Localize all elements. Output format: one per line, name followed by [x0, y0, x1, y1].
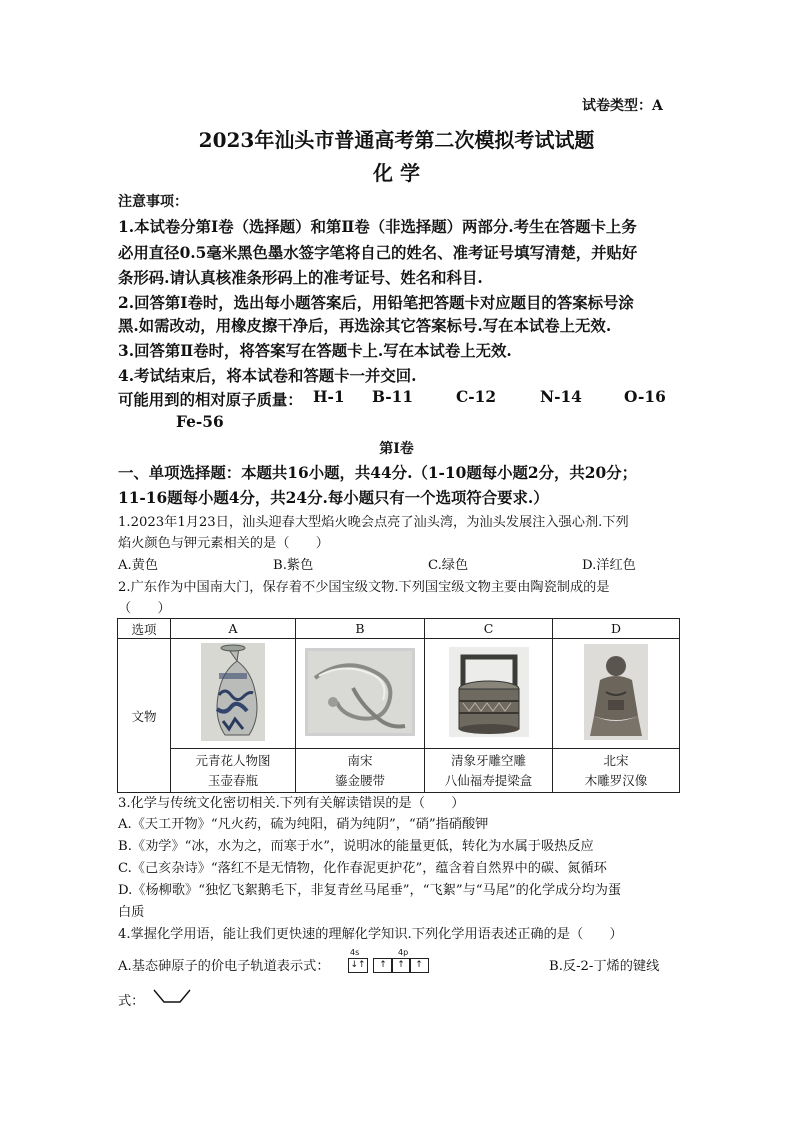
orbital-4p-label: 4p: [398, 948, 409, 957]
q1-stem: 焰火颜色与钾元素相关的是（ ）: [118, 536, 329, 551]
artifact-c-name: 清象牙雕空雕 八仙福寿提梁盒: [425, 749, 553, 793]
artifact-a-name: 元青花人物图 玉壶春瓶: [171, 749, 296, 793]
q4-option-b: B.反-2-丁烯的键线: [549, 959, 660, 974]
q3-option-c: C.《己亥杂诗》“落红不是无情物，化作春泥更护花”，蕴含着自然界中的碳、氮循环: [118, 861, 607, 876]
q1-stem: 1.2023年1月23日，汕头迎春大型焰火晚会点亮了汕头湾，为汕头发展注入强心剂.下列: [118, 515, 629, 530]
table-header-d: D: [553, 619, 680, 639]
table-header-a: A: [171, 619, 296, 639]
notice-line: 1.本试卷分第Ⅰ卷（选择题）和第Ⅱ卷（非选择题）两部分.考生在答题卡上务: [118, 218, 637, 236]
table-header-c: C: [425, 619, 553, 639]
artifact-vase-image: [171, 639, 296, 749]
notice-line: 必用直径0.5毫米黑色墨水签字笔将自己的姓名、准考证号填写清楚，并贴好: [118, 244, 638, 262]
box-picture: [449, 647, 529, 737]
q3-option-d: D.《杨柳歌》“独忆飞絮鹅毛下，非复青丝马尾垂”，“飞絮”与“马尾”的化学成分均为蛋: [118, 883, 622, 898]
orbital-4p-box: ↑: [373, 958, 393, 973]
q3-option-b: B.《劝学》“冰，水为之，而寒于水”，说明冰的能量更低，转化为水属于吸热反应: [118, 839, 594, 854]
q3-stem: 3.化学与传统文化密切相关.下列有关解读错误的是（ ）: [118, 796, 465, 811]
atomic-mass-fe: Fe-56: [176, 413, 224, 431]
q1-option-a: A.黄色: [118, 558, 159, 573]
belt-picture: [305, 648, 415, 736]
statue-picture: [584, 644, 648, 740]
q1-option-c: C.绿色: [428, 558, 469, 573]
vase-picture: [201, 643, 265, 741]
notice-line: 2.回答第Ⅰ卷时，选出每小题答案后，用铅笔把答题卡对应题目的答案标号涂: [118, 294, 634, 312]
atomic-mass-h: H-1: [313, 388, 345, 406]
q2-stem: （ ）: [118, 601, 171, 616]
artifact-statue-image: [553, 639, 680, 749]
artifact-d-name: 北宋 木雕罗汉像: [553, 749, 680, 793]
section-instruction: 11-16题每小题4分，共24分.每小题只有一个选项符合要求.）: [118, 489, 549, 507]
artifact-belt-image: [296, 639, 425, 749]
artifact-b-name: 南宋 鎏金腰带: [296, 749, 425, 793]
q3-option-d-cont: 白质: [118, 905, 145, 920]
paper-type: 试卷类型：A: [582, 98, 663, 114]
notice-heading: 注意事项：: [118, 194, 188, 210]
section-instruction: 一、单项选择题：本题共16小题，共44分.（1-10题每小题2分，共20分；: [118, 464, 637, 482]
atomic-mass-b: B-11: [372, 388, 414, 406]
section-title: 第Ⅰ卷: [379, 441, 414, 457]
notice-line: 黑.如需改动，用橡皮擦干净后，再选涂其它答案标号.写在本试卷上无效.: [118, 317, 612, 335]
atomic-mass-n: N-14: [540, 388, 582, 406]
q1-option-b: B.紫色: [273, 558, 314, 573]
subject-title: 化 学: [373, 161, 420, 185]
exam-title: 2023年汕头市普通高考第二次模拟考试试题: [198, 128, 595, 152]
notice-line: 4.考试结束后，将本试卷和答题卡一并交回.: [118, 367, 417, 385]
notice-line: 3.回答第Ⅱ卷时，将答案写在答题卡上.写在本试卷上无效.: [118, 342, 512, 360]
orbital-4s-label: 4s: [350, 948, 360, 957]
notice-line: 条形码.请认真核准条形码上的准考证号、姓名和科目.: [118, 269, 483, 287]
q4-stem: 4.掌握化学用语，能让我们更快速的理解化学知识.下列化学用语表述正确的是（ ）: [118, 927, 623, 942]
table-header-b: B: [296, 619, 425, 639]
q3-option-a: A.《天工开物》“凡火药，硫为纯阳，硝为纯阴”，“硝”指硝酸钾: [118, 817, 489, 832]
skeletal-formula-icon: [152, 986, 194, 1006]
table-row-label: 文物: [118, 639, 171, 793]
orbital-4p-box: ↑: [409, 958, 429, 973]
artifact-box-image: [425, 639, 553, 749]
atomic-mass-label: 可能用到的相对原子质量：: [118, 391, 303, 409]
atomic-mass-o: O-16: [624, 388, 666, 406]
q4-option-b-cont: 式：: [118, 994, 145, 1009]
q1-option-d: D.洋红色: [582, 558, 636, 573]
orbital-4s-box: ↓↑: [348, 958, 368, 973]
table-header-label: 选项: [118, 619, 171, 639]
q2-stem: 2.广东作为中国南大门，保存着不少国宝级文物.下列国宝级文物主要由陶瓷制成的是: [118, 580, 610, 595]
artifact-table: [117, 618, 680, 793]
q4-option-a: A.基态砷原子的价电子轨道表示式：: [118, 959, 330, 974]
atomic-mass-c: C-12: [456, 388, 497, 406]
orbital-4p-box: ↑: [391, 958, 411, 973]
